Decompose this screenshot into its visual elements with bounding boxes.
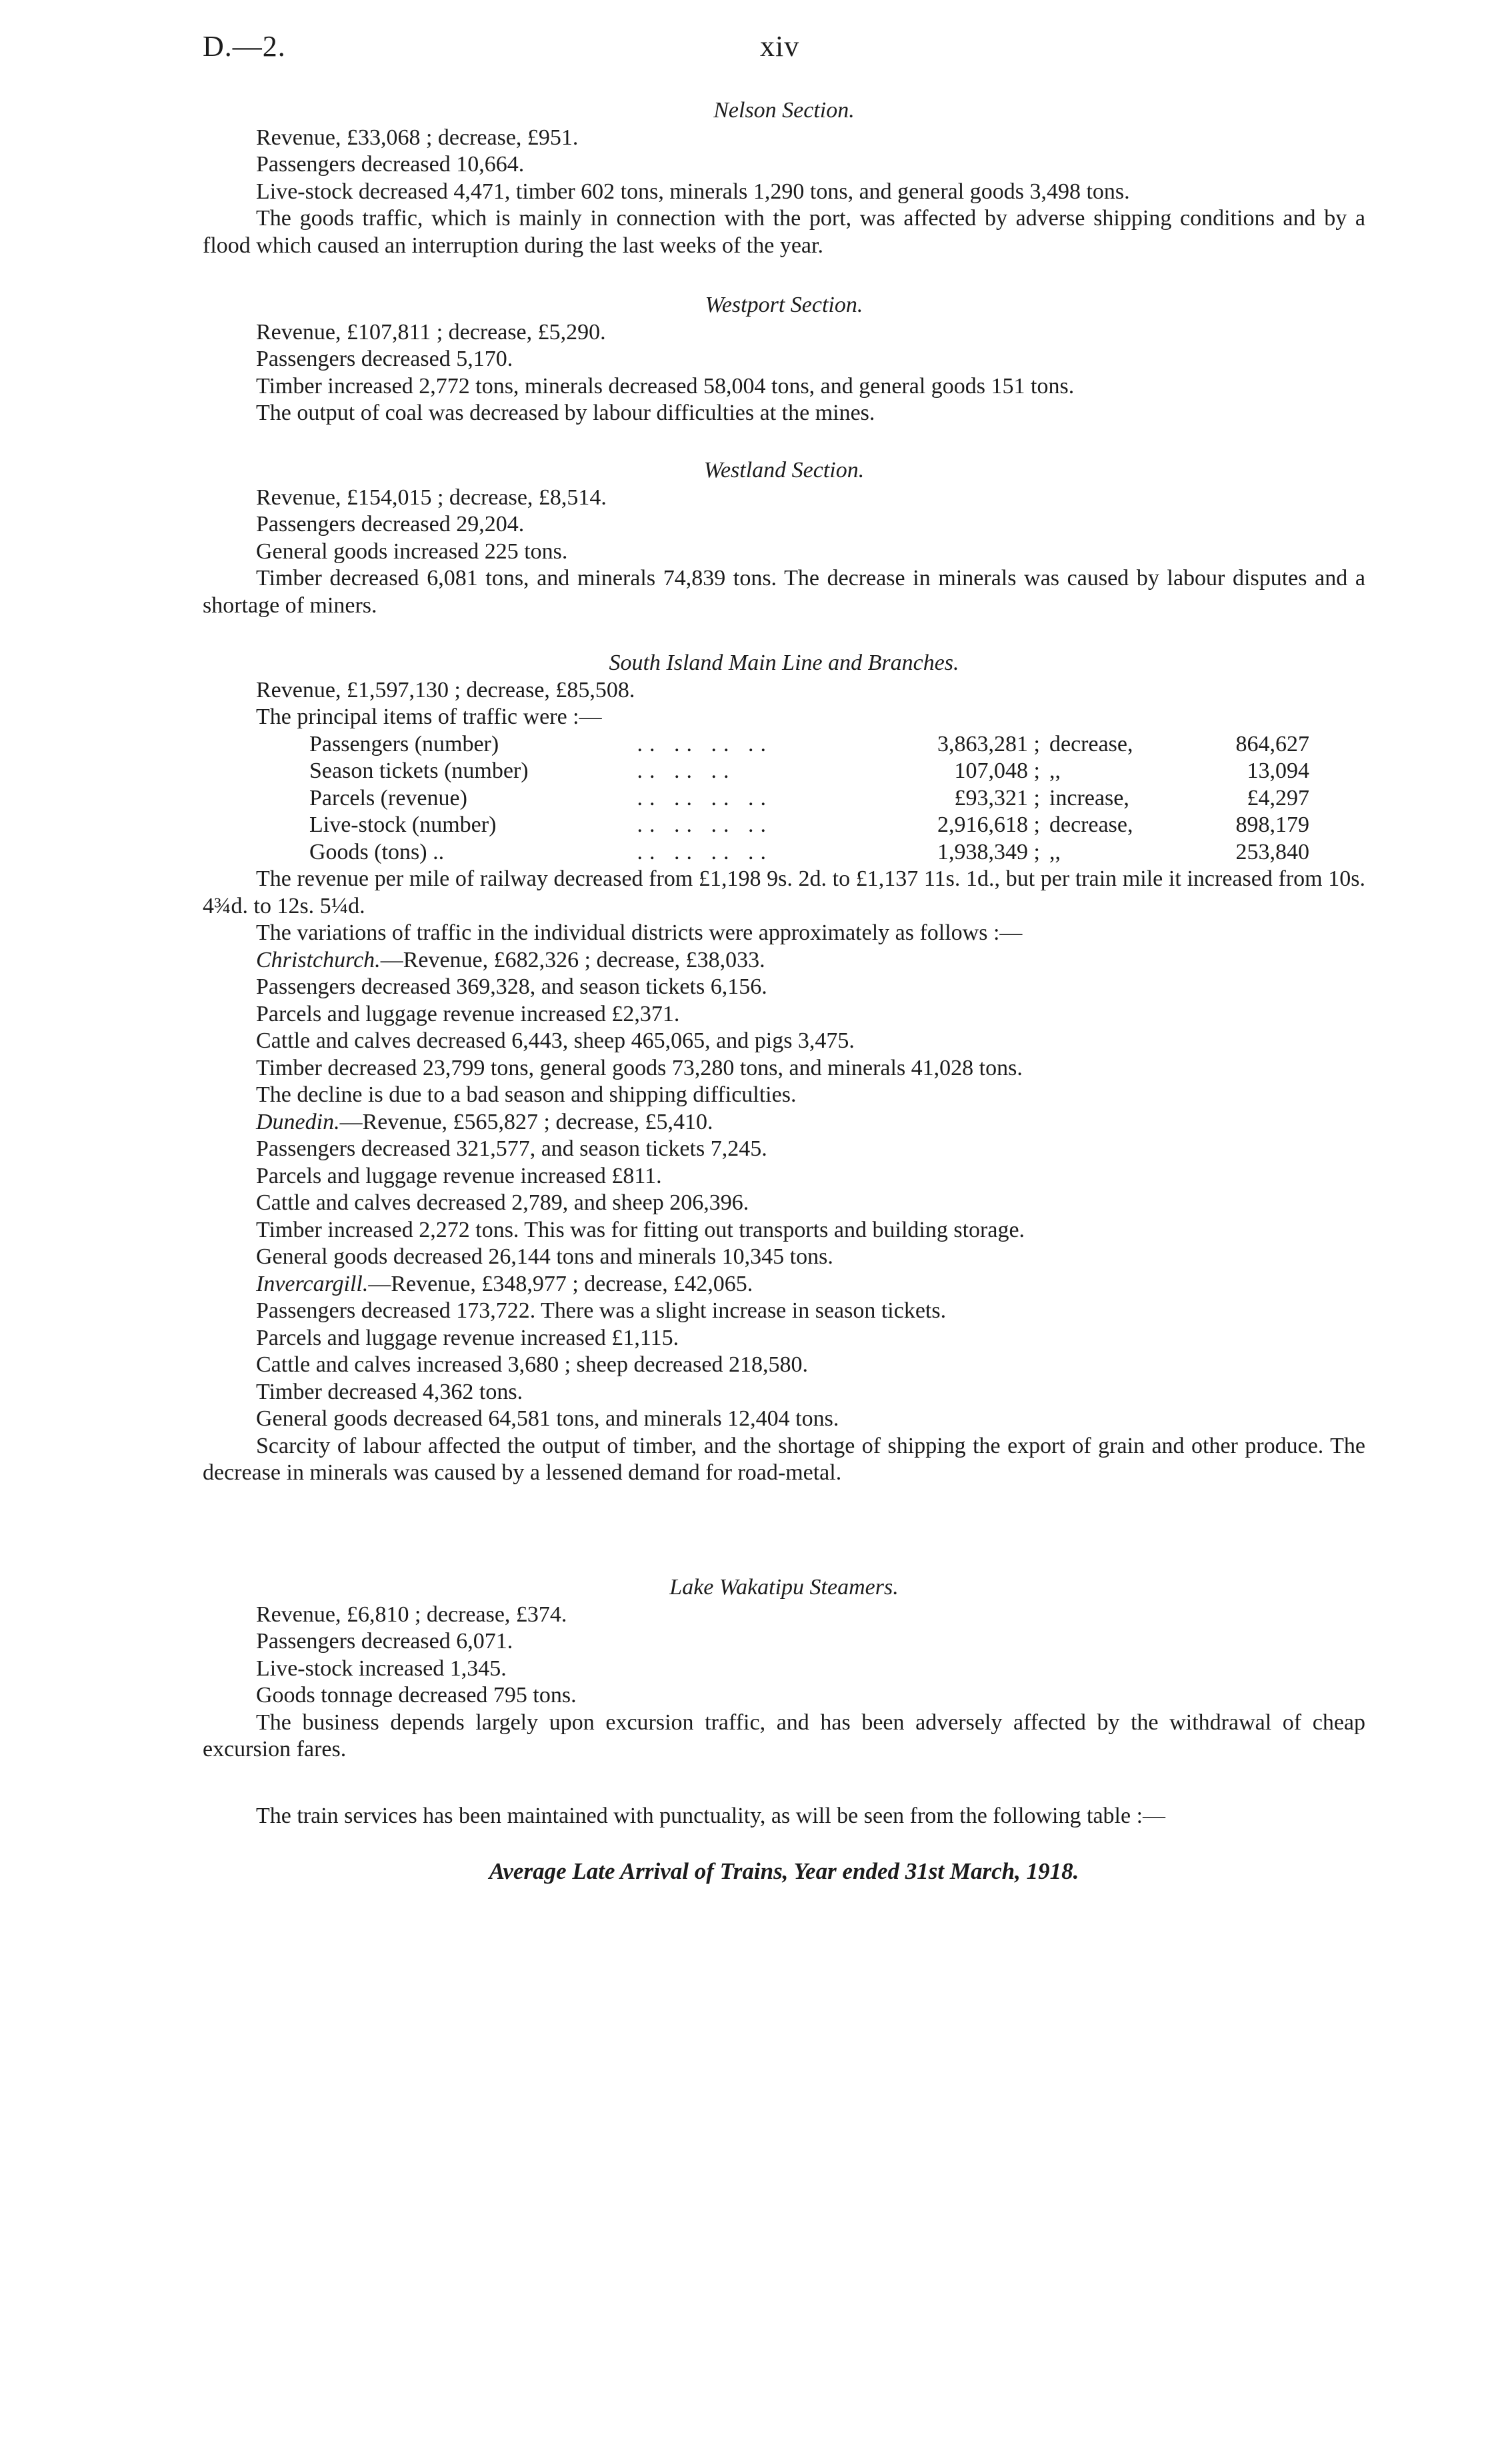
district-line: Parcels and luggage revenue increased £2,371.	[256, 1001, 680, 1026]
westport-coal: The output of coal was decreased by labour difficulties at the mines.	[256, 401, 875, 425]
westland-paragraph: Timber decreased 6,081 tons, and minerals 74,839 tons. The decrease in minerals was caused by labour disputes and a shortage of miners.	[203, 566, 1365, 618]
traffic-label: Season tickets (number)	[309, 758, 529, 783]
traffic-label: Goods (tons) ..	[309, 839, 445, 864]
traffic-row	[309, 839, 1309, 866]
wakatipu-passengers: Passengers decreased 6,071.	[256, 1629, 513, 1654]
nelson-paragraph: The goods traffic, which is mainly in connection with the port, was affected by adverse shipping conditions and by a flood which caused an interruption during the last weeks of the year.	[203, 206, 1365, 258]
district-revenue: —Revenue, £565,827 ; decrease, £5,410.	[339, 1109, 713, 1134]
traffic-label: Passengers (number)	[309, 731, 499, 756]
traffic-row	[309, 785, 1309, 812]
westport-passengers: Passengers decreased 5,170.	[256, 347, 513, 371]
traffic-change: ,,	[1049, 758, 1061, 783]
district-line: Parcels and luggage revenue increased £811.	[256, 1163, 662, 1188]
district-line: Timber increased 2,272 tons. This was for fitting out transports and building storage.	[256, 1217, 1025, 1242]
nelson-title: Nelson Section.	[713, 98, 855, 123]
table-title: Average Late Arrival of Trains, Year ended 31st March, 1918.	[489, 1858, 1079, 1884]
district-line: Cattle and calves increased 3,680 ; sheep decreased 218,580.	[256, 1352, 808, 1377]
traffic-value: 2,916,618 ;	[937, 812, 1040, 837]
traffic-label: Parcels (revenue)	[309, 785, 467, 810]
district-line: Passengers decreased 369,328, and season tickets 6,156.	[256, 974, 767, 999]
westland-passengers: Passengers decreased 29,204.	[256, 512, 525, 537]
wakatipu-section	[203, 1574, 1365, 1764]
traffic-value: 1,938,349 ;	[937, 839, 1040, 864]
traffic-row	[309, 812, 1309, 839]
district-line: Parcels and luggage revenue increased £1,115.	[256, 1325, 679, 1350]
south-island-revenue: Revenue, £1,597,130 ; decrease, £85,508.	[256, 677, 635, 702]
westland-section	[203, 457, 1365, 619]
traffic-amount: 13,094	[1247, 758, 1309, 783]
punctuality-section	[203, 1803, 1365, 1830]
traffic-amount: 253,840	[1235, 839, 1309, 864]
district-name: Christchurch.	[256, 947, 381, 972]
traffic-change: ,,	[1049, 839, 1061, 864]
district-line: Cattle and calves decreased 6,443, sheep 465,065, and pigs 3,475.	[256, 1028, 855, 1053]
traffic-leader: .. .. .. ..	[637, 785, 773, 810]
westland-revenue: Revenue, £154,015 ; decrease, £8,514.	[256, 485, 607, 510]
district-line: Passengers decreased 321,577, and season tickets 7,245.	[256, 1136, 767, 1161]
district-invercargill	[203, 1271, 1365, 1298]
westport-section	[203, 292, 1365, 427]
nelson-section	[203, 97, 1365, 259]
traffic-leader: .. .. .. ..	[637, 812, 773, 837]
traffic-table	[309, 731, 1309, 866]
nelson-livestock: Live-stock decreased 4,471, timber 602 tons, minerals 1,290 tons, and general goods 3,498 tons.	[256, 179, 1130, 204]
traffic-row	[309, 758, 1309, 785]
traffic-row	[309, 731, 1309, 758]
revenue-per-mile: The revenue per mile of railway decreased from £1,198 9s. 2d. to £1,137 11s. 1d., but per train mile it increased from 10s. 4¾d. to 12s. 5¼d.	[203, 866, 1365, 918]
traffic-leader: .. .. .. ..	[637, 839, 773, 864]
traffic-value: 107,048 ;	[954, 758, 1040, 783]
page-number: xiv	[760, 30, 800, 63]
district-line: The decline is due to a bad season and shipping difficulties.	[256, 1082, 797, 1107]
wakatipu-title: Lake Wakatipu Steamers.	[669, 1575, 899, 1600]
district-revenue: —Revenue, £348,977 ; decrease, £42,065.	[368, 1271, 753, 1296]
traffic-change: decrease,	[1049, 812, 1133, 837]
traffic-change: increase,	[1049, 785, 1129, 810]
district-line: General goods decreased 26,144 tons and minerals 10,345 tons.	[256, 1244, 833, 1269]
traffic-leader: .. .. ..	[637, 758, 736, 783]
district-line: Cattle and calves decreased 2,789, and sheep 206,396.	[256, 1190, 749, 1215]
westport-title: Westport Section.	[705, 293, 863, 317]
traffic-leader: .. .. .. ..	[637, 731, 773, 756]
traffic-value: 3,863,281 ;	[937, 731, 1040, 756]
district-name: Dunedin.	[256, 1109, 340, 1134]
district-line: Timber decreased 4,362 tons.	[256, 1379, 523, 1404]
district-name: Invercargill.	[256, 1271, 369, 1296]
invercargill-paragraph: Scarcity of labour affected the output of timber, and the shortage of shipping the export of grain and other produce. The decrease in minerals was caused by a lessened demand for road-metal.	[203, 1433, 1365, 1485]
wakatipu-paragraph: The business depends largely upon excursion traffic, and has been adversely affected by the withdrawal of cheap excursion fares.	[203, 1710, 1365, 1762]
traffic-amount: 898,179	[1235, 812, 1309, 837]
district-line: Passengers decreased 173,722. There was a slight increase in season tickets.	[256, 1298, 947, 1323]
district-line: Timber decreased 23,799 tons, general goods 73,280 tons, and minerals 41,028 tons.	[256, 1055, 1023, 1080]
punctuality-paragraph: The train services has been maintained with punctuality, as will be seen from the following table :—	[256, 1804, 1166, 1828]
district-christchurch	[203, 947, 1365, 974]
westland-title: Westland Section.	[703, 458, 865, 483]
traffic-value: £93,321 ;	[954, 785, 1040, 810]
traffic-amount: £4,297	[1247, 785, 1309, 810]
traffic-intro: The principal items of traffic were :—	[256, 704, 602, 729]
variations-intro: The variations of traffic in the individual districts were approximately as follows :—	[256, 920, 1023, 945]
westport-revenue: Revenue, £107,811 ; decrease, £5,290.	[256, 319, 606, 345]
district-line: General goods decreased 64,581 tons, and minerals 12,404 tons.	[256, 1406, 839, 1431]
nelson-passengers: Passengers decreased 10,664.	[256, 152, 525, 177]
wakatipu-livestock: Live-stock increased 1,345.	[256, 1656, 507, 1681]
district-dunedin	[203, 1109, 1365, 1136]
traffic-change: decrease,	[1049, 731, 1133, 756]
south-island-title: South Island Main Line and Branches.	[609, 650, 959, 675]
traffic-label: Live-stock (number)	[309, 812, 497, 837]
nelson-revenue: Revenue, £33,068 ; decrease, £951.	[256, 125, 579, 150]
district-revenue: —Revenue, £682,326 ; decrease, £38,033.	[380, 947, 765, 972]
wakatipu-revenue: Revenue, £6,810 ; decrease, £374.	[256, 1602, 567, 1627]
wakatipu-goods: Goods tonnage decreased 795 tons.	[256, 1683, 577, 1708]
traffic-amount: 864,627	[1235, 731, 1309, 756]
westport-timber: Timber increased 2,772 tons, minerals decreased 58,004 tons, and general goods 151 tons.	[256, 373, 1075, 399]
south-island-section	[203, 650, 1365, 1487]
document-code: D.—2.	[203, 30, 286, 63]
westland-goods: General goods increased 225 tons.	[256, 539, 568, 564]
